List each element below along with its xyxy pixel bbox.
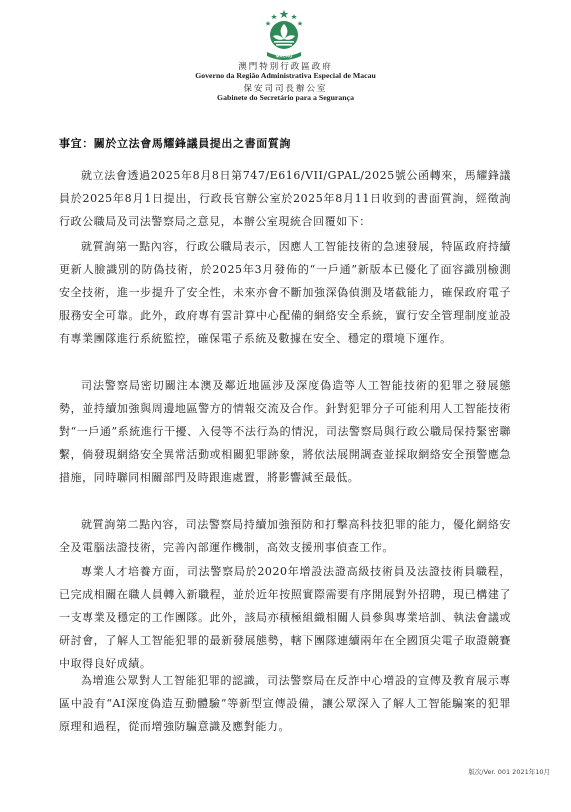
paragraph-point-one: 就質詢第一點內容，行政公職局表示，因應人工智能技術的急速發展，特區政府持續更新人臉識別的防偽技術，於2025年3月發佈的“一戶通”新版本已優化了面容識別檢測安全技術，進一步提升了安全性，未來亦會不斷加強深偽偵測及堵截能力，確保政府電子服務安全可靠。此外，政府專有雲計算中心配備的網絡安全系統，實行安全管理制度並設有專業團隊進行系統監控，確保電子系統及數據在安全、穩定的環境下運作。 bbox=[59, 240, 511, 345]
version-footer: 版次/Ver. 001 2021年10月 bbox=[468, 768, 550, 776]
office-name-chinese: 保安司司長辦公室 bbox=[243, 84, 328, 94]
paragraph-judiciary-police: 司法警察局密切關注本澳及鄰近地區涉及深度偽造等人工智能技術的犯罪之發展態勢，並持續加強與周邊地區警方的情報交流及合作。針對犯罪分子可能利用人工智能技術對“一戶通”系統進行干擾、入侵等不法行為的情況，司法警察局與行政公職局保持緊密聯繫，倘發現網絡安全異常活動或相關犯罪跡象，將依法展開調查並採取網絡安全預警應急措施，同時聯同相關部門及時跟進處置，將影響減至最低。 bbox=[59, 379, 511, 484]
macau-emblem-icon bbox=[261, 8, 307, 62]
paragraph-public-awareness: 為增進公眾對人工智能犯罪的認識，司法警察局在反詐中心增設的宣傳及教育展示專區中設有“AI深度偽造互動體驗”等新型宣傳設備，讓公眾深入了解人工智能騙案的犯罪原理和過程，從而增強防騙意識及應對能力。 bbox=[59, 674, 511, 733]
government-name-chinese: 澳門特別行政區政府 bbox=[238, 62, 333, 72]
emblem-label: MACAU bbox=[275, 53, 293, 59]
paragraph-point-two: 就質詢第二點內容，司法警察局持續加強預防和打擊高科技犯罪的能力，優化網絡安全及電腦法證技術，完善內部運作機制，高效支援刑事偵查工作。 bbox=[59, 518, 511, 554]
office-name-portuguese: Gabinete do Secretário para a Segurança bbox=[217, 93, 354, 102]
paragraph-talent: 專業人才培養方面，司法警察局於2020年增設法證高級技術員及法證技術員職程，已完成相關在職人員轉入新職程，並於近年按照實際需要有序開展對外招聘，現已構建了一支專業及穩定的工作團隊。此外，該局亦積極組織相關人員參與專業培訓、執法會議或研討會，了解人工智能犯罪的最新發展態勢，轄下團隊連續兩年在全國頂尖電子取證競賽中取得良好成績。 bbox=[59, 565, 511, 670]
government-name-portuguese: Governo da Região Administrativa Especial de Macau bbox=[195, 71, 376, 80]
paragraph-intro: 就立法會透過2025年8月8日第747/E616/VII/GPAL/2025號公函轉來，馬耀鋒議員於2025年8月1日提出，行政長官辦公室於2025年8月11日收到的書面質詢，經徵詢行政公職局及司法警察局之意見，本辦公室現統合回覆如下： bbox=[59, 169, 511, 228]
subject-line: 事宜：關於立法會馬耀鋒議員提出之書面質詢 bbox=[59, 137, 291, 150]
